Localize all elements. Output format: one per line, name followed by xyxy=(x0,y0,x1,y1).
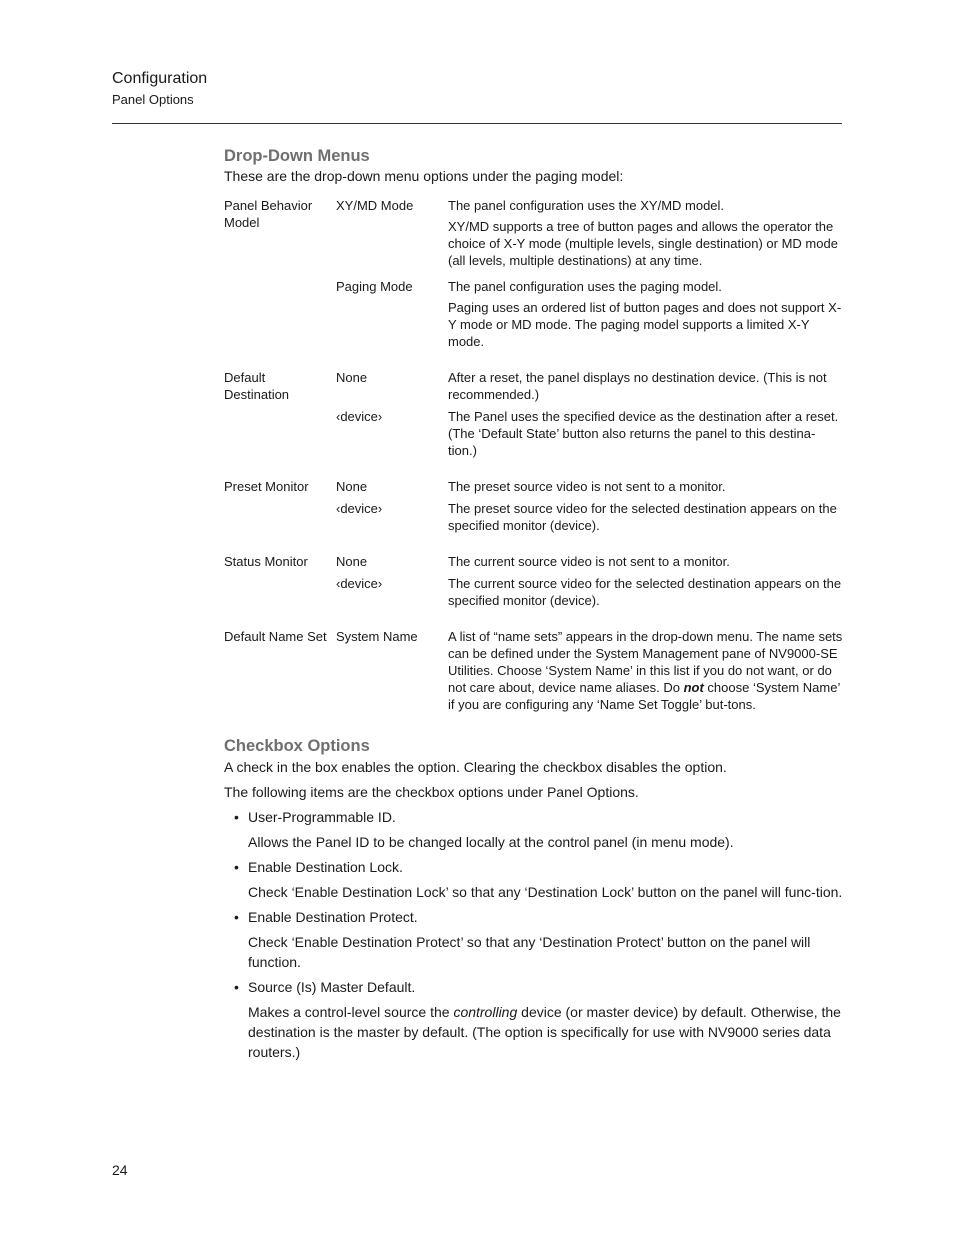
running-header-title: Configuration xyxy=(112,70,208,87)
table-row xyxy=(224,553,844,609)
setting-name: Default Name Set xyxy=(224,629,327,644)
list-item-label: Source (Is) Master Default. xyxy=(248,979,416,995)
option-description: The panel configuration uses the XY/MD model. XY/MD supports a tree of button pages and allows the operator the choice of X-Y mode (multiple levels, single destination) or MD mode (all levels, multiple destinations) at any time. xyxy=(448,198,838,268)
option-name: Paging Mode xyxy=(336,279,413,294)
option-name: ‹device› xyxy=(336,576,383,591)
dropdown-options-table xyxy=(224,197,844,713)
option-row xyxy=(336,278,844,350)
list-item-description: Allows the Panel ID to be changed locally at the control panel (in menu mode). xyxy=(248,834,734,850)
list-item-label: Enable Destination Lock. xyxy=(248,859,403,875)
list-item-label: User-Programmable ID. xyxy=(248,809,396,825)
option-name: XY/MD Mode xyxy=(336,198,414,213)
list-item-description: Check ‘Enable Destination Lock’ so that any ‘Destination Lock’ button on the panel will func-tion. xyxy=(248,884,843,900)
emphasis-not: not xyxy=(683,680,704,695)
option-description: A list of “name sets” appears in the drop-down menu. The name sets can be defined under the System Management pane of NV9000-SE Utilities. Choose ‘System Name’ in this list if you do not want, or do not care about, device name aliases. Do not choose ‘System Name’ if you are configuring any ‘Name Set Toggle’ but-tons. xyxy=(448,629,843,712)
option-row xyxy=(336,478,844,495)
list-item xyxy=(224,977,844,997)
bullet-icon: • xyxy=(234,909,239,925)
option-row xyxy=(336,408,844,459)
page-number: 24 xyxy=(112,1162,128,1178)
option-description: The current source video for the selected destination appears on the specified monitor (device). xyxy=(448,576,842,608)
checkbox-heading: Checkbox Options xyxy=(224,737,370,755)
dropdown-heading: Drop-Down Menus xyxy=(224,147,370,165)
option-description: The preset source video for the selected destination appears on the specified monitor (device). xyxy=(448,501,837,533)
checkbox-paragraph: The following items are the checkbox options under Panel Options. xyxy=(224,784,639,800)
list-item-description: Check ‘Enable Destination Protect’ so that any ‘Destination Protect’ button on the panel will function. xyxy=(248,934,811,970)
option-row xyxy=(336,628,844,713)
option-row xyxy=(336,575,844,609)
checkbox-paragraph: A check in the box enables the option. Clearing the checkbox disables the option. xyxy=(224,759,727,775)
table-row xyxy=(224,628,844,713)
option-row xyxy=(336,369,844,403)
header-rule xyxy=(112,123,842,124)
option-name: System Name xyxy=(336,629,418,644)
bullet-icon: • xyxy=(234,809,239,825)
option-description: The current source video is not sent to a monitor. xyxy=(448,554,730,569)
list-item xyxy=(224,807,844,827)
option-name: None xyxy=(336,554,368,569)
option-description: The Panel uses the specified device as the destination after a reset. (The ‘Default State’ button also returns the panel to this destina-tion.) xyxy=(448,409,839,458)
bullet-icon: • xyxy=(234,859,239,875)
table-row xyxy=(224,478,844,534)
bullet-icon: • xyxy=(234,979,239,995)
option-description: After a reset, the panel displays no destination device. (This is not recommended.) xyxy=(448,370,827,402)
checkbox-section xyxy=(224,735,844,1062)
list-item-description: Makes a control-level source the controlling device (or master device) by default. Otherwise, the destination is the master by default. (The option is specifically for use with NV9000 series data routers.) xyxy=(248,1004,841,1060)
dropdown-intro: These are the drop-down menu options under the paging model: xyxy=(224,168,624,184)
list-item-label: Enable Destination Protect. xyxy=(248,909,418,925)
option-row xyxy=(336,553,844,570)
setting-name: Preset Monitor xyxy=(224,479,309,494)
table-row xyxy=(224,369,844,459)
option-description: The panel configuration uses the paging model. Paging uses an ordered list of button pages and does not support X-Y mode or MD mode. The paging model supports a limited X-Y mode. xyxy=(448,279,842,349)
setting-name: Status Monitor xyxy=(224,554,308,569)
setting-name: Panel Behavior Model xyxy=(224,198,313,230)
page-content xyxy=(224,145,844,1067)
list-item xyxy=(224,907,844,927)
option-row xyxy=(336,500,844,534)
option-name: ‹device› xyxy=(336,409,383,424)
option-row xyxy=(336,197,844,269)
option-description: The preset source video is not sent to a monitor. xyxy=(448,479,726,494)
running-header-subtitle: Panel Options xyxy=(112,92,194,107)
option-name: None xyxy=(336,370,368,385)
option-name: ‹device› xyxy=(336,501,383,516)
list-item xyxy=(224,857,844,877)
emphasis-controlling: controlling xyxy=(453,1004,518,1020)
option-name: None xyxy=(336,479,368,494)
table-row xyxy=(224,197,844,350)
setting-name: Default Destination xyxy=(224,370,290,402)
